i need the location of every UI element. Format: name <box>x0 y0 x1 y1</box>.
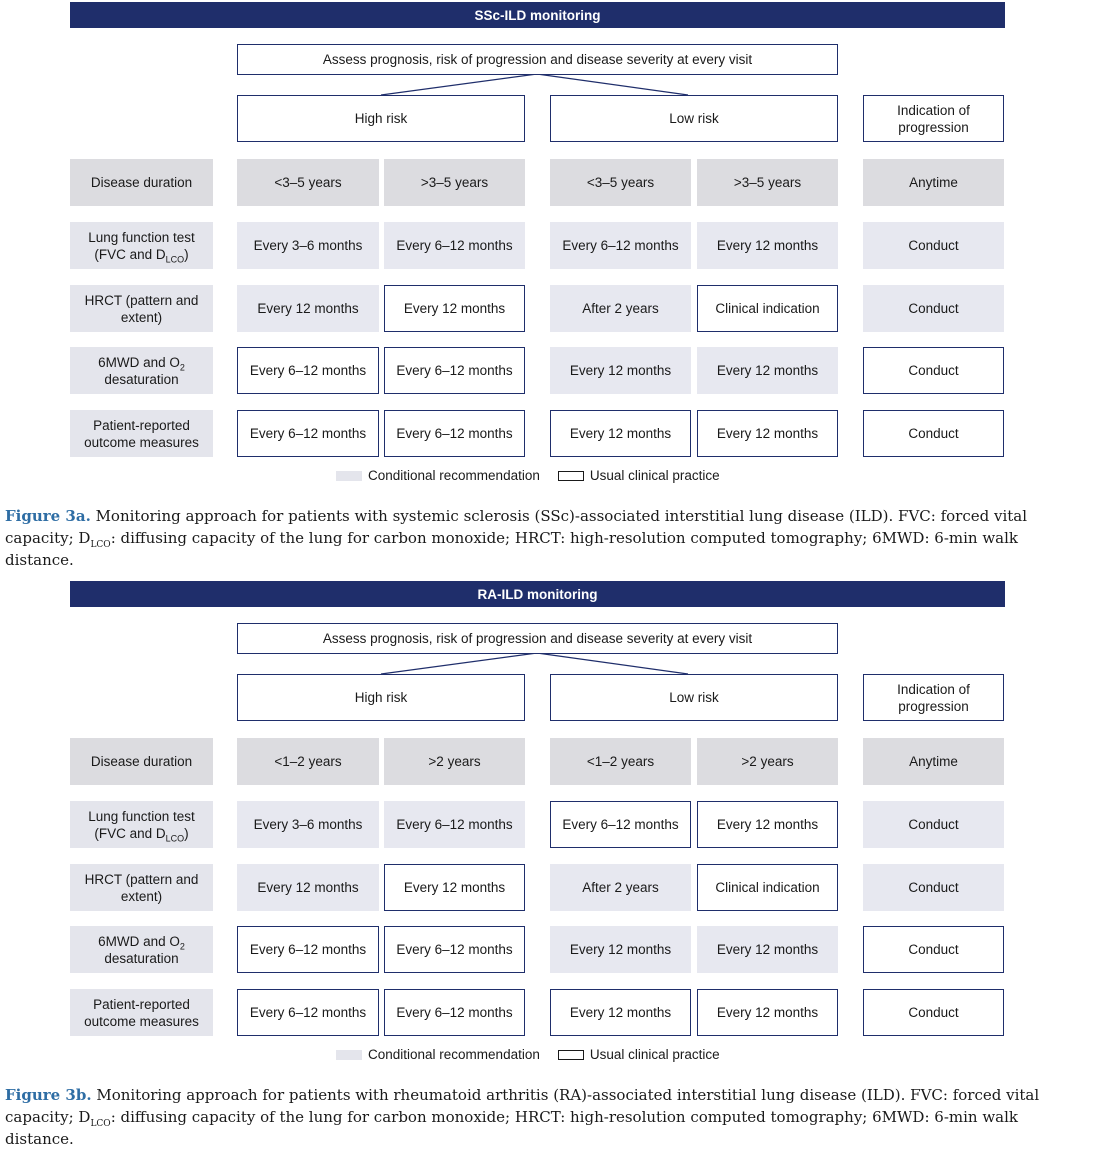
legend-outlined-swatch <box>558 471 584 481</box>
cell-r2-c1: Every 12 months <box>384 864 525 911</box>
cell-r4-c3: Every 12 months <box>697 989 838 1036</box>
cell-r3-c4: Conduct <box>863 926 1004 973</box>
progression-header: Indication of progression <box>863 674 1004 721</box>
cell-r2-c2: After 2 years <box>550 285 691 332</box>
cell-r0-c0: <3–5 years <box>237 159 379 206</box>
cell-r1-c2: Every 6–12 months <box>550 222 691 269</box>
row-label-disease-duration: Disease duration <box>70 738 213 785</box>
cell-r2-c1: Every 12 months <box>384 285 525 332</box>
legend <box>336 468 720 483</box>
legend-conditional-label: Conditional recommendation <box>368 1047 540 1062</box>
cell-r3-c3: Every 12 months <box>697 347 838 394</box>
row-label-hrct: HRCT (pattern and extent) <box>70 864 213 911</box>
cell-r1-c1: Every 6–12 months <box>384 801 525 848</box>
cell-r0-c3: >2 years <box>697 738 838 785</box>
caption-label: Figure 3b. <box>5 1086 92 1104</box>
assess-box: Assess prognosis, risk of progression and disease severity at every visit <box>237 44 838 75</box>
progression-header: Indication of progression <box>863 95 1004 142</box>
cell-r0-c4: Anytime <box>863 159 1004 206</box>
cell-r1-c0: Every 3–6 months <box>237 222 379 269</box>
cell-r2-c3: Clinical indication <box>697 864 838 911</box>
figure-caption: Figure 3a. Monitoring approach for patients with systemic sclerosis (SSc)-associated interstitial lung disease (ILD). FVC: forced vital capacity; $D_{LCO}$: diffusing capacity of the lung for carbon monoxide; HRCT: high-resolution computed tomography; 6MWD: 6-min walk distance. <box>5 507 1028 569</box>
row-label-6mwd: 6MWD and $O_2$ desaturation <box>70 347 213 394</box>
cell-r0-c0: <1–2 years <box>237 738 379 785</box>
row-label-pro: Patient-reported outcome measures <box>70 410 213 457</box>
cell-r4-c2: Every 12 months <box>550 410 691 457</box>
cell-r0-c3: >3–5 years <box>697 159 838 206</box>
cell-r1-c4: Conduct <box>863 801 1004 848</box>
legend-shaded-swatch <box>336 1050 362 1060</box>
legend-outlined-swatch <box>558 1050 584 1060</box>
cell-r4-c1: Every 6–12 months <box>384 410 525 457</box>
cell-r3-c0: Every 6–12 months <box>237 926 379 973</box>
cell-r3-c0: Every 6–12 months <box>237 347 379 394</box>
cell-r3-c3: Every 12 months <box>697 926 838 973</box>
cell-r4-c0: Every 6–12 months <box>237 989 379 1036</box>
cell-r1-c3: Every 12 months <box>697 801 838 848</box>
high-risk-header: High risk <box>237 95 525 142</box>
cell-r0-c1: >3–5 years <box>384 159 525 206</box>
cell-r3-c4: Conduct <box>863 347 1004 394</box>
legend-usual-label: Usual clinical practice <box>589 468 720 483</box>
cell-r4-c0: Every 6–12 months <box>237 410 379 457</box>
low-risk-header: Low risk <box>550 674 838 721</box>
cell-r0-c2: <3–5 years <box>550 159 691 206</box>
cell-r2-c2: After 2 years <box>550 864 691 911</box>
caption-label: Figure 3a. <box>5 507 91 525</box>
figure-caption: Figure 3b. Monitoring approach for patients with rheumatoid arthritis (RA)-associated interstitial lung disease (ILD). FVC: forced vital capacity; $D_{LCO}$: diffusing capacity of the lung for carbon monoxide; HRCT: high-resolution computed tomography; 6MWD: 6-min walk distance. <box>5 1086 1040 1148</box>
row-label-disease-duration: Disease duration <box>70 159 213 206</box>
row-label-6mwd: 6MWD and $O_2$ desaturation <box>70 926 213 973</box>
cell-r0-c4: Anytime <box>863 738 1004 785</box>
cell-r2-c3: Clinical indication <box>697 285 838 332</box>
assess-box: Assess prognosis, risk of progression and disease severity at every visit <box>237 623 838 654</box>
low-risk-header: Low risk <box>550 95 838 142</box>
cell-r2-c0: Every 12 months <box>237 864 379 911</box>
cell-r2-c4: Conduct <box>863 285 1004 332</box>
cell-r2-c4: Conduct <box>863 864 1004 911</box>
high-risk-header: High risk <box>237 674 525 721</box>
figure-3b <box>0 581 1094 1148</box>
figure-title: SSc-ILD monitoring <box>70 2 1005 28</box>
cell-r1-c0: Every 3–6 months <box>237 801 379 848</box>
cell-r3-c2: Every 12 months <box>550 347 691 394</box>
cell-r4-c2: Every 12 months <box>550 989 691 1036</box>
figure-title: RA-ILD monitoring <box>70 581 1005 607</box>
row-label-pro: Patient-reported outcome measures <box>70 989 213 1036</box>
row-label-lung-function: Lung function test (FVC and $D_{LCO}$) <box>70 801 213 848</box>
cell-r1-c2: Every 6–12 months <box>550 801 691 848</box>
cell-r4-c4: Conduct <box>863 989 1004 1036</box>
legend-shaded-swatch <box>336 471 362 481</box>
figure-3a <box>0 2 1094 569</box>
row-label-lung-function: Lung function test (FVC and $D_{LCO}$) <box>70 222 213 269</box>
legend-conditional-label: Conditional recommendation <box>368 468 540 483</box>
cell-r2-c0: Every 12 months <box>237 285 379 332</box>
cell-r0-c1: >2 years <box>384 738 525 785</box>
cell-r4-c3: Every 12 months <box>697 410 838 457</box>
cell-r1-c3: Every 12 months <box>697 222 838 269</box>
cell-r3-c1: Every 6–12 months <box>384 347 525 394</box>
legend <box>336 1047 720 1062</box>
cell-r1-c1: Every 6–12 months <box>384 222 525 269</box>
cell-r3-c1: Every 6–12 months <box>384 926 525 973</box>
cell-r0-c2: <1–2 years <box>550 738 691 785</box>
cell-r3-c2: Every 12 months <box>550 926 691 973</box>
row-label-hrct: HRCT (pattern and extent) <box>70 285 213 332</box>
cell-r4-c1: Every 6–12 months <box>384 989 525 1036</box>
legend-usual-label: Usual clinical practice <box>589 1047 720 1062</box>
cell-r1-c4: Conduct <box>863 222 1004 269</box>
cell-r4-c4: Conduct <box>863 410 1004 457</box>
